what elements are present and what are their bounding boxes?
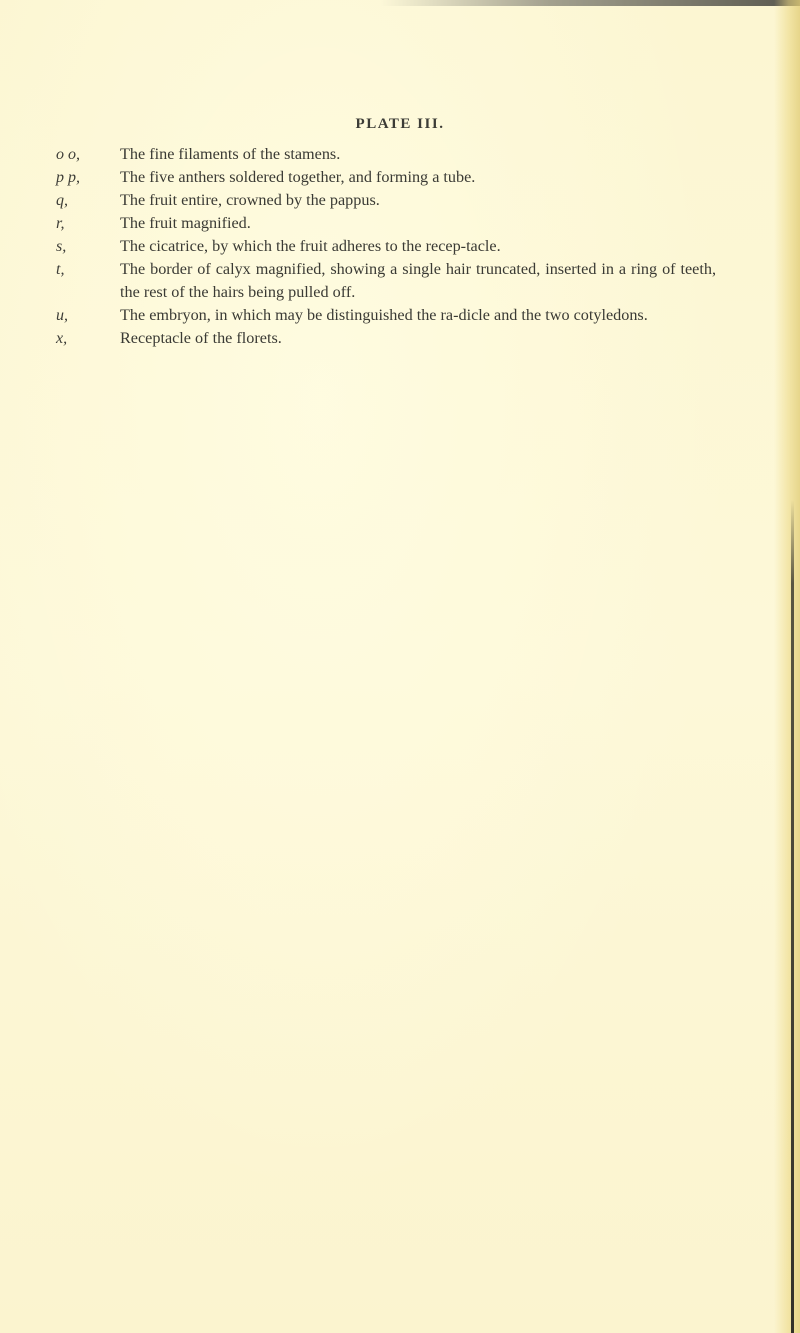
- legend-label: r,: [56, 215, 65, 232]
- legend-entry: [56, 327, 716, 350]
- legend-entry: [56, 235, 716, 258]
- legend-entry: [56, 189, 716, 212]
- plate-legend: [56, 143, 716, 350]
- legend-entry: [56, 212, 716, 235]
- legend-description: The fine filaments of the stamens.: [120, 145, 341, 163]
- legend-description: The fruit entire, crowned by the pappus.: [120, 191, 380, 209]
- scan-right-shadow: [774, 0, 800, 1333]
- legend-label: p p,: [56, 169, 80, 186]
- legend-label: s,: [56, 238, 67, 255]
- legend-label: t,: [56, 261, 65, 278]
- legend-entry: [56, 258, 716, 304]
- legend-description: The cicatrice, by which the fruit adheres to the recep-tacle.: [120, 237, 501, 255]
- scan-right-edge-line: [791, 500, 794, 1333]
- legend-entry: [56, 143, 716, 166]
- legend-label: u,: [56, 307, 68, 324]
- legend-description: The embryon, in which may be distinguished the ra-dicle and the two cotyledons.: [120, 306, 648, 324]
- legend-description: The fruit magnified.: [120, 214, 251, 232]
- legend-description: Receptacle of the florets.: [120, 329, 282, 347]
- legend-label: x,: [56, 330, 68, 347]
- legend-description: The five anthers soldered together, and forming a tube.: [120, 168, 476, 186]
- legend-entry: [56, 304, 716, 327]
- legend-label: o o,: [56, 146, 80, 163]
- legend-entry: [56, 166, 716, 189]
- plate-title: PLATE III.: [355, 116, 445, 132]
- legend-label: q,: [56, 192, 68, 209]
- scan-top-edge: [380, 0, 800, 6]
- legend-description: The border of calyx magnified, showing a single hair truncated, inserted in a ring of teeth, the rest of the hairs being pulled off.: [120, 260, 716, 301]
